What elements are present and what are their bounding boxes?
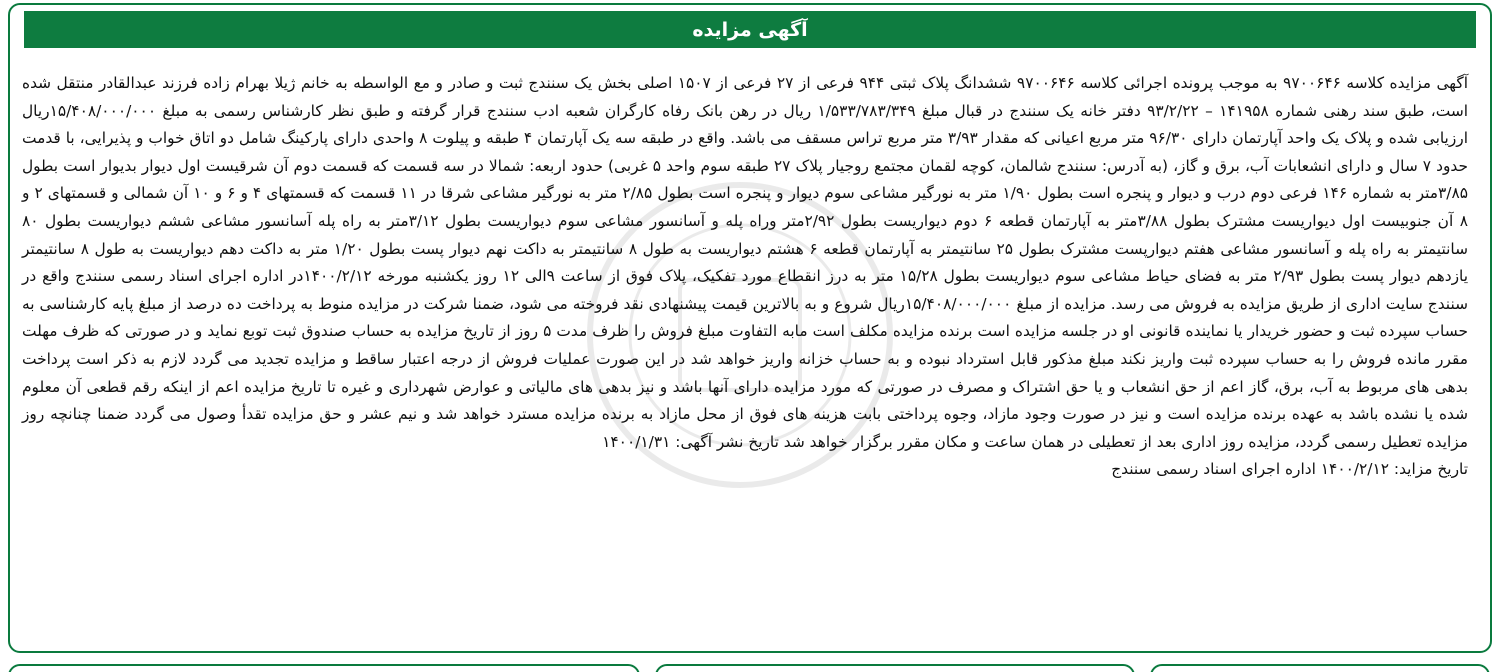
notice-title: آگهی مزایده	[692, 18, 808, 41]
next-notice-frame-left	[8, 664, 640, 672]
next-notice-frame-right	[1150, 664, 1490, 672]
notice-body	[22, 70, 1468, 484]
header-bar	[24, 11, 1476, 48]
notice-paragraph: آگهی مزایده کلاسه ۹۷۰۰۶۴۶ به موجب پرونده اجرائی کلاسه ۹۷۰۰۶۴۶ ششدانگ پلاک ثبتی ۹۴۴ فرعی از ۲۷ فرعی از ۱۵۰۷ اصلی بخش یک سنندج ثبت و صادر و مع الواسطه به خانم ژیلا بهرام زاده فرزند عبدالقادر منتقل شده است، طبق سند رهنی شماره ۱۴۱۹۵۸ – ۹۳/۲/۲۲ دفتر خانه یک سنندج در قبال مبلغ ۱/۵۳۳/۷۸۳/۳۴۹ ریال در رهن بانک رفاه کارگران شعبه ادب سنندج قرار گرفته و طبق نظر کارشناس رسمی به مبلغ ۱۵/۴۰۸/۰۰۰/۰۰۰ریال ارزیابی شده و پلاک یک واحد آپارتمان دارای ۹۶/۳۰ متر مربع اعیانی که مقدار ۳/۹۳ متر مربع تراس مسقف می باشد. واقع در طبقه سه یک آپارتمان ۴ طبقه و پیلوت ۸ واحدی دارای پارکینگ شامل دو اتاق خواب و پذیرایی، با قدمت حدود ۷ سال و دارای انشعابات آب، برق و گاز، (به آدرس: سنندج شالمان، کوچه لقمان مجتمع روجیار پلاک ۲۷ طبقه سوم واحد ۵ غربی) حدود اربعه: شمالا در سه قسمت که قسمت دوم آن شرقیست اول دیوار بدیوار است بطول ۳/۸۵متر به شماره ۱۴۶ فرعی دوم درب و دیوار و پنجره است بطول ۱/۹۰ متر به نورگیر مشاعی سوم دیوار و پنجره است بطول ۲/۸۵ متر به نورگیر مشاعی شرقا در ۱۱ قسمت که قسمتهای ۴ و ۶ و ۱۰ آن شمالی و قسمتهای ۲ و ۸ آن جنوبیست اول دیواریست مشترک بطول ۳/۸۸متر به آپارتمان قطعه ۶ دوم دیواریست بطول ۲/۹۲متر وراه پله و آسانسور مشاعی سوم دیواریست بطول ۳/۱۲متر به راه پله آسانسور مشاعی ششم دیواریست بطول ۸۰ سانتیمتر به راه پله و آسانسور مشاعی هفتم دیوارپست مشترک بطول ۲۵ سانتیمتر به آپارتمان قطعه ۶ هشتم دیواریست به طول ۸ سانتیمتر به داکت نهم دیوار پست بطول ۱/۲۰ متر به داکت دهم دیواریست به طول ۸ سانتیمتر یازدهم دیوار پست بطول ۲/۹۳ متر به فضای حیاط مشاعی سوم دیواریست بطول ۱۵/۲۸ متر به درز انقطاع مورد تفکیک، پلاک فوق از ساعت ۹الی ۱۲ روز یکشنبه مورخه ۱۴۰۰/۲/۱۲در اداره اجرای اسناد رسمی سنندج واقع در سنندج سایت اداری از طریق مزایده به فروش می رسد. مزایده از مبلغ ۱۵/۴۰۸/۰۰۰/۰۰۰ریال شروع و به بالاترین قیمت پیشنهادی نقد فروخته می شود، ضمنا شرکت در مزایده منوط به پرداخت ده درصد از مبلغ پایه کارشناسی به حساب سپرده ثبت و حضور خریدار یا نماینده قانونی او در جلسه مزایده است برنده مزایده مکلف است مابه التفاوت مبلغ فروش را ظرف مدت ۵ روز از تاریخ مزایده به حساب صندوق ثبت توبع نماید و در صورتی که ظرف مهلت مقرر مانده فروش را به حساب سپرده ثبت واریز نکند مبلغ مذکور قابل استرداد نبوده و به حساب خزانه واریز خواهد شد در این صورت عملیات فروش از درجه اعتبار ساقط و مزایده تجدید می گردد لازم به ذکر است پرداخت بدهی های مربوط به آب، برق، گاز اعم از حق انشعاب و یا حق اشتراک و مصرف در صورتی که مورد مزایده دارای آنها باشد و نیز بدهی های مالیاتی و عوارض شهرداری و غیره تا تاریخ مزایده اعم از اینکه رقم قطعی آن معلوم شده یا نشده باشد به عهده برنده مزایده است و نیز در صورت وجود مازاد، وجوه پرداختی بابت هزینه های فوق از محل مازاد به برنده مزایده مسترد خواهد شد و نیم عشر و حق مزایده تقدأ وصول می گردد ضمنا چنانچه روز مزایده تعطیل رسمی گردد، مزایده روز اداری بعد از تعطیلی در همان ساعت و مکان مقرر برگزار خواهد شد تاریخ نشر آگهی: ۱۴۰۰/۱/۳۱	[22, 74, 1469, 451]
next-notice-frame-middle	[655, 664, 1135, 672]
notice-footer-line: تاریخ مزاید: ۱۴۰۰/۲/۱۲ اداره اجرای اسناد رسمی سنندج	[1111, 460, 1468, 479]
